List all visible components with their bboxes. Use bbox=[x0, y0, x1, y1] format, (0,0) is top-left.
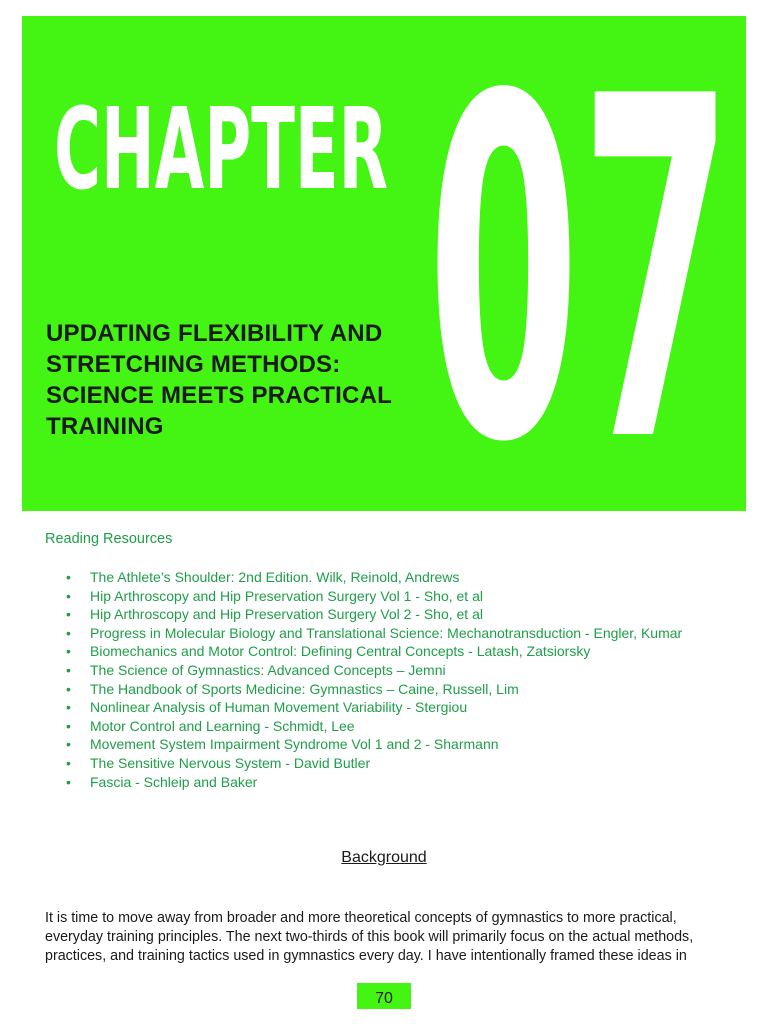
resource-item[interactable]: • Progress in Molecular Biology and Translational Science: Mechanotransduction - Engler, Kumar bbox=[66, 624, 683, 641]
resource-item[interactable]: • The Handbook of Sports Medicine: Gymnastics – Caine, Russell, Lim bbox=[66, 680, 519, 697]
background-heading: Background bbox=[341, 849, 427, 866]
reading-resources-heading: Reading Resources bbox=[45, 531, 173, 547]
bullet-icon: • bbox=[66, 680, 71, 697]
page-number: 70 bbox=[357, 983, 411, 1009]
bullet-icon: • bbox=[66, 661, 71, 678]
resource-item[interactable]: • The Sensitive Nervous System - David Butler bbox=[66, 754, 371, 771]
bullet-icon: • bbox=[66, 736, 71, 753]
svg-text:CHAPTER: CHAPTER bbox=[54, 85, 388, 215]
bullet-icon: • bbox=[66, 717, 71, 734]
resource-item[interactable]: • The Athlete’s Shoulder: 2nd Edition. Wilk, Reinold, Andrews bbox=[66, 569, 460, 585]
resource-item[interactable]: • Hip Arthroscopy and Hip Preservation Surgery Vol 1 - Sho, et al bbox=[66, 587, 483, 604]
bullet-icon: • bbox=[66, 606, 71, 623]
resource-item[interactable]: • Hip Arthroscopy and Hip Preservation Surgery Vol 2 - Sho, et al bbox=[66, 606, 483, 623]
chapter-number bbox=[427, 0, 737, 545]
bullet-icon: • bbox=[66, 624, 71, 641]
bullet-icon: • bbox=[66, 569, 71, 585]
resource-item[interactable]: • Fascia - Schleip and Baker bbox=[66, 773, 258, 790]
resource-item[interactable]: • Motor Control and Learning - Schmidt, Lee bbox=[66, 717, 355, 734]
bullet-icon: • bbox=[66, 773, 71, 790]
bullet-icon: • bbox=[66, 699, 71, 716]
reading-resources-list bbox=[45, 568, 745, 791]
resource-item[interactable]: • The Science of Gymnastics: Advanced Concepts – Jemni bbox=[66, 661, 446, 678]
resource-item[interactable]: • Biomechanics and Motor Control: Defining Central Concepts - Latash, Zatsiorsky bbox=[66, 643, 591, 660]
chapter-word bbox=[54, 76, 394, 215]
resource-item[interactable]: • Nonlinear Analysis of Human Movement Variability - Stergiou bbox=[66, 699, 468, 716]
bullet-icon: • bbox=[66, 754, 71, 771]
bullet-icon: • bbox=[66, 587, 71, 604]
background-paragraph: It is time to move away from broader and more theoretical concepts of gymnastics to more practical, everyday training principles. The next two-thirds of this book will primarily focus on the actual methods, practices, and training tactics used in gymnastics every day. I have intentionally framed these ideas in bbox=[45, 910, 694, 964]
bullet-icon: • bbox=[66, 643, 71, 660]
chapter-title: UPDATING FLEXIBILITY AND STRETCHING METHODS: SCIENCE MEETS PRACTICAL TRAINING bbox=[46, 320, 392, 440]
svg-text:07: 07 bbox=[427, 0, 733, 545]
resource-item[interactable]: • Movement System Impairment Syndrome Vol 1 and 2 - Sharmann bbox=[66, 736, 499, 753]
